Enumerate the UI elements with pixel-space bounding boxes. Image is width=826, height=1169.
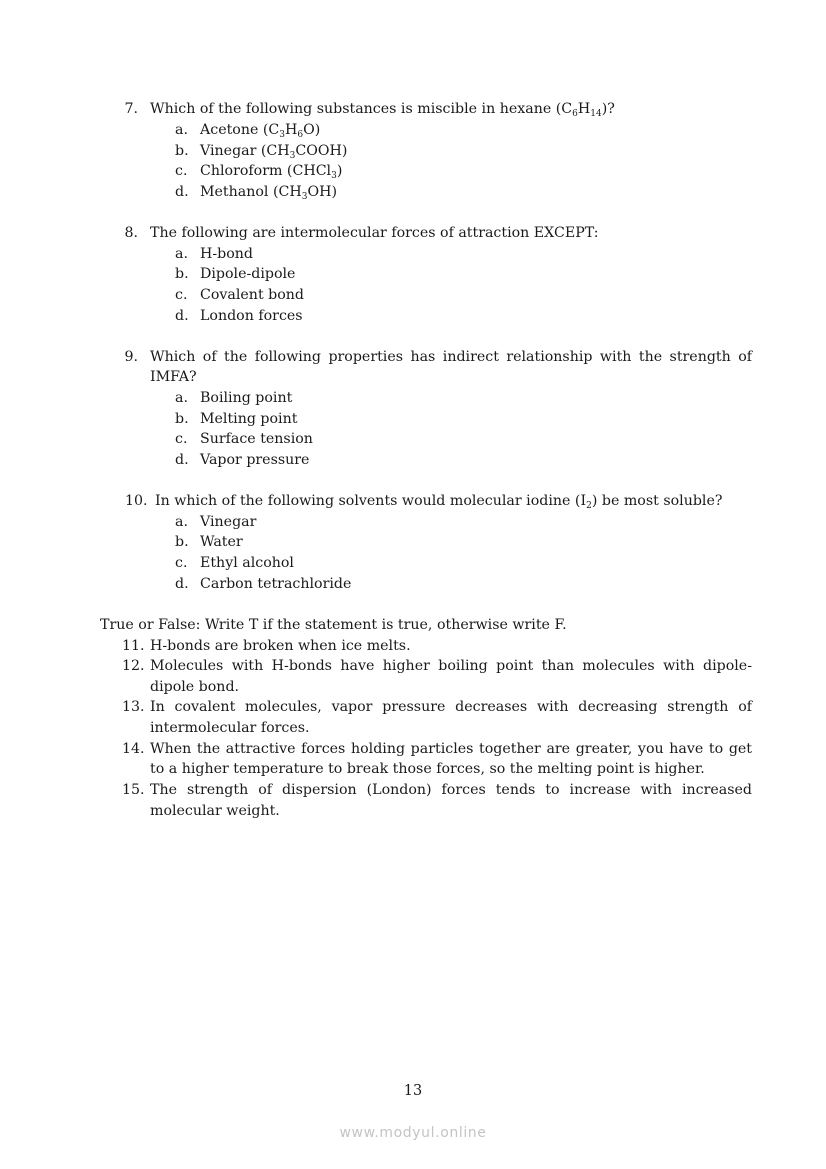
choice-text: Covalent bond [200, 287, 304, 303]
choice-letter: b. [175, 534, 189, 550]
choice-letter: b. [175, 266, 189, 282]
question-number: 9. [124, 349, 138, 365]
choice-letter: d. [175, 452, 189, 468]
item-number: 12. [122, 658, 145, 674]
item-number: 11. [122, 638, 145, 654]
choice-text: Acetone $(C_3H_6O)$ [200, 122, 321, 140]
question-number: 7. [124, 101, 138, 117]
statement-line: to a higher temperature to break those forces, so the melting point is higher. [150, 761, 705, 777]
question-stem: The following are intermolecular forces of attraction EXCEPT: [150, 225, 599, 241]
choice-text: Boiling point [200, 390, 293, 406]
choice-letter: a. [175, 246, 188, 262]
choice-letter: d. [175, 184, 189, 200]
statement-line: Molecules with H-bonds have higher boiling point than molecules with dipole- [150, 658, 752, 674]
choice-text: Water [200, 534, 243, 550]
statement-line: The strength of dispersion (London) forces tends to increase with increased [150, 782, 752, 798]
statement-line: H-bonds are broken when ice melts. [150, 638, 411, 654]
question-stem: Which of the following substances is miscible in hexane $(C_6H_{14})$? [150, 101, 615, 119]
choice-letter: b. [175, 411, 189, 427]
statement-line: dipole bond. [150, 679, 240, 695]
question-stem-line: IMFA? [150, 369, 197, 385]
choice-text: London forces [200, 308, 303, 324]
question-number: 8. [124, 225, 138, 241]
choice-letter: c. [175, 431, 188, 447]
statement-line: In covalent molecules, vapor pressure decreases with decreasing strength of [150, 699, 752, 715]
choice-letter: a. [175, 514, 188, 530]
item-number: 13. [122, 699, 145, 715]
choice-text: Methanol $(CH_3OH)$ [200, 184, 337, 202]
choice-letter: c. [175, 287, 188, 303]
choice-text: H-bond [200, 246, 254, 262]
choice-letter: d. [175, 576, 189, 592]
choice-letter: d. [175, 308, 189, 324]
watermark: www.modyul.online [339, 1125, 487, 1141]
item-number: 14. [122, 741, 145, 757]
statement-line: intermolecular forces. [150, 720, 310, 736]
question-stem: In which of the following solvents would molecular iodine $(I_2)$ be most soluble? [155, 493, 723, 511]
choice-text: Chloroform (CHCl$_3$) [200, 163, 343, 181]
question-stem-line: Which of the following properties has indirect relationship with the strength of [150, 349, 752, 365]
choice-text: Ethyl alcohol [200, 555, 294, 571]
section-instruction: True or False: Write T if the statement is true, otherwise write F. [100, 617, 567, 633]
choice-text: Vapor pressure [200, 452, 310, 468]
choice-letter: b. [175, 143, 189, 159]
choice-text: Melting point [200, 411, 298, 427]
page-number: 13 [403, 1083, 423, 1099]
choice-letter: c. [175, 555, 188, 571]
choice-text: Vinegar $(CH_3COOH)$ [200, 143, 348, 161]
choice-letter: c. [175, 163, 188, 179]
question-number: 10. [125, 493, 148, 509]
statement-line: molecular weight. [150, 803, 280, 819]
choice-text: Dipole-dipole [200, 266, 296, 282]
item-number: 15. [122, 782, 145, 798]
choice-text: Surface tension [200, 431, 313, 447]
choice-letter: a. [175, 390, 188, 406]
choice-text: Vinegar [200, 514, 257, 530]
statement-line: When the attractive forces holding particles together are greater, you have to get [150, 741, 752, 757]
choice-text: Carbon tetrachloride [200, 576, 352, 592]
choice-letter: a. [175, 122, 188, 138]
